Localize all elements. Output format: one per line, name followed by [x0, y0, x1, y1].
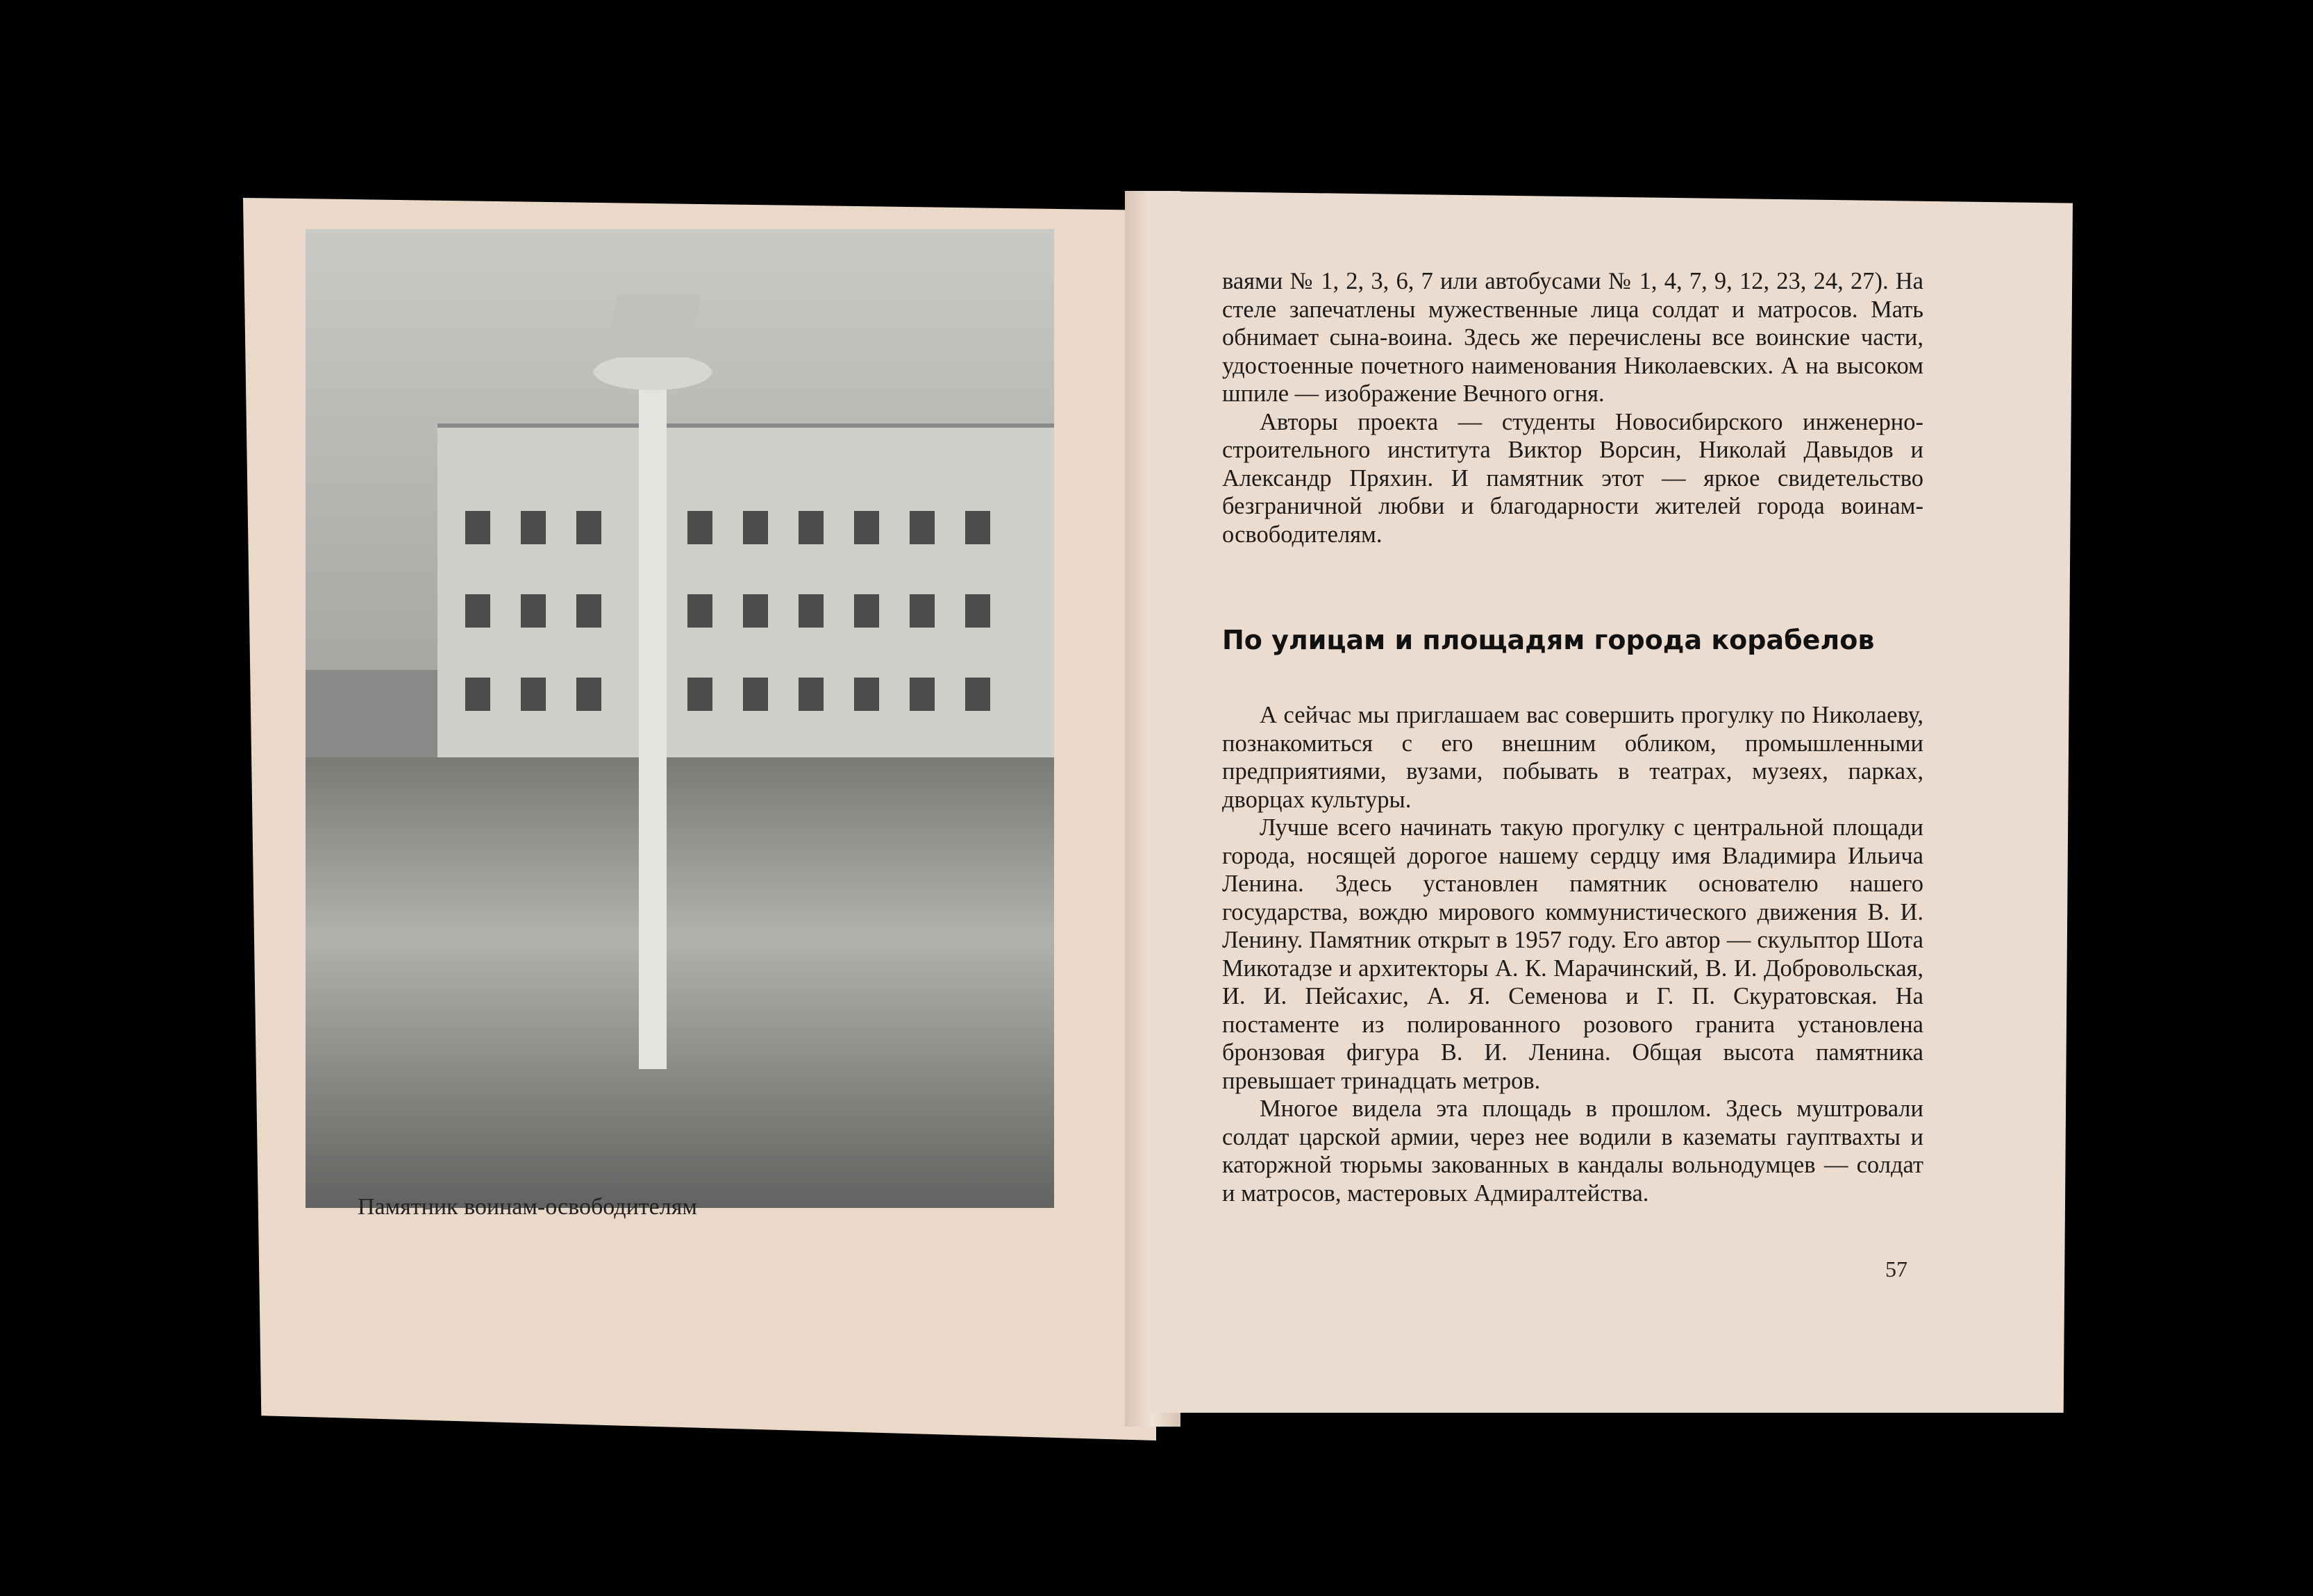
- window: [799, 511, 824, 544]
- window: [854, 678, 879, 711]
- window: [910, 594, 935, 628]
- window: [465, 511, 490, 544]
- window: [687, 678, 712, 711]
- paragraph: ваями № 1, 2, 3, 6, 7 или автобусами № 1, 4, 7, 9, 12, 23, 24, 27). На стеле запечатлены мужественные лица солдат и матросов. Мать обнимает сына-воина. Здесь же перечислены все воинские части, удостоенные почетного наименования Николаевских. А на высоком шпиле — изображение Вечного огня.: [1222, 268, 1923, 407]
- window: [799, 678, 824, 711]
- paragraph: Лучше всего начинать такую прогулку с центральной площади города, носящей дорогое нашему сердцу имя Владимира Ильича Ленина. Здесь установлен памятник основателю нашего государства, вождю мирового коммунистического движения В. И. Ленину. Памятник открыт в 1957 году. Его автор — скульптор Шота Микотадзе и архитекторы А. К. Марачинский, В. И. Добровольская, И. И. Пейсахис, А. Я. Семенова и Г. П. Скуратовская. На постаменте из полированного розового гранита установлена бронзовая фигура В. И. Ленина. Общая высота памятника превышает тринадцать метров.: [1222, 814, 1923, 1094]
- window: [687, 511, 712, 544]
- window: [854, 511, 879, 544]
- window: [743, 511, 768, 544]
- window: [465, 594, 490, 628]
- paragraph: Многое видела эта площадь в прошлом. Здесь муштровали солдат царской армии, через нее водили в казематы гауптвахты и каторжной тюрьмы закованных в кандалы вольнодумцев — солдат и матросов, мастеровых Адмиралтейства.: [1222, 1095, 1923, 1207]
- window: [521, 594, 546, 628]
- window: [965, 511, 990, 544]
- monument-photo: [306, 229, 1054, 1208]
- intro-text: [1222, 267, 1923, 548]
- paragraph: Авторы проекта — студенты Новосибирского инженерно-строительного института Виктор Ворсин, Николай Давыдов и Александр Пряхин. И памятник этот — яркое свидетельство безграничной любви и благодарности жителей города воинам-освободителям.: [1222, 408, 1923, 548]
- monument-stele: [639, 375, 667, 1069]
- section-heading: По улицам и площадям города корабелов: [1222, 625, 1875, 655]
- window: [965, 594, 990, 628]
- photo-caption: Памятник воинам-освободителям: [358, 1194, 697, 1220]
- window: [965, 678, 990, 711]
- window: [799, 594, 824, 628]
- paragraph: А сейчас мы приглашаем вас совершить прогулку по Николаеву, познакомиться с его внешним обликом, промышленными предприятиями, вузами, побывать в театрах, музеях, парках, дворцах культуры.: [1222, 702, 1923, 813]
- monument-disk: [594, 354, 712, 390]
- window: [465, 678, 490, 711]
- window: [576, 511, 601, 544]
- window: [687, 594, 712, 628]
- window: [743, 594, 768, 628]
- window: [854, 594, 879, 628]
- window: [521, 678, 546, 711]
- window: [910, 678, 935, 711]
- window: [576, 678, 601, 711]
- window: [743, 678, 768, 711]
- section-text: [1222, 701, 1923, 1207]
- window: [521, 511, 546, 544]
- window: [910, 511, 935, 544]
- photo-square: [306, 757, 1054, 1208]
- page-number: 57: [1885, 1257, 1907, 1282]
- window: [576, 594, 601, 628]
- eternal-flame-sculpture: [604, 295, 701, 358]
